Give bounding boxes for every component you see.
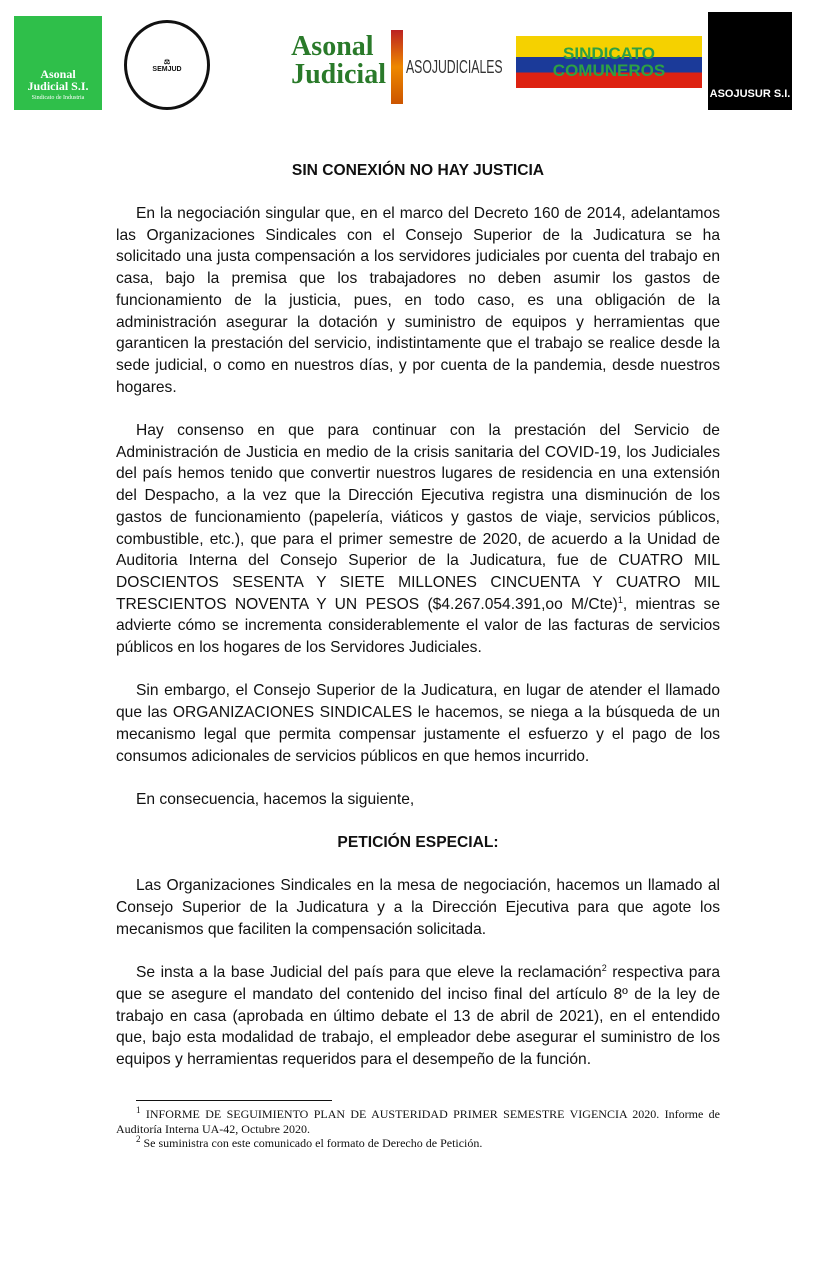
footnote-ref: 1 <box>617 594 623 605</box>
footnote: $^2$ Se suministra con este comunicado el formato de Derecho de Petición. <box>136 1134 483 1150</box>
asojudiciales-emblem <box>391 30 403 104</box>
paragraph: Hay consenso en que para continuar con la prestación del Servicio de Administración de Justicia en medio de la crisis sanitaria del COVID-19, los Judiciales del país hemos tenido que convertir nuestros lugares de residencia en una extensión del Despacho, a la vez que la Dirección Ejecutiva registra una disminución de los gastos de funcionamiento (papelería, viáticos y gastos de viaje, servicios públicos, combustible, etc.), que para el primer semestre de 2020, de acuerdo a la Unidad de Auditoria Interna del Consejo Superior de la Judicatura, fue de CUATRO MIL DOSCIENTOS SESENTA Y SIETE MILLONES CINCUENTA Y CUATRO MIL TRESCIENTOS NOVENTA Y UN PESOS ($4.267.054.391,oo M/Cte)$^1$, mientras se advierte cómo se incrementa considerablemente el valor de las facturas de servicios públicos en los hogares de los Servidores Judiciales. <box>116 422 720 657</box>
footnote-divider <box>136 1100 332 1101</box>
paragraph: En consecuencia, hacemos la siguiente, <box>136 790 415 808</box>
sindicato-comuneros-logo: SINDICATO COMUNEROS <box>516 36 702 88</box>
footnotes <box>116 1107 720 1151</box>
paragraph: Las Organizaciones Sindicales en la mesa de negociación, hacemos un llamado al Consejo Superior de la Judicatura y a la Dirección Ejecutiva para que agote los mecanismos que faciliten la compensación solicitada. <box>116 877 720 938</box>
asonal-judicial-logo: Asonal Judicial <box>291 31 386 90</box>
paragraph: Se insta a la base Judicial del país para que eleve la reclamación$^2$ respectiva para que se asegure el mandato del contenido del inciso final del artículo 8º de la ley de trabajo en casa (aprobada en último debate el 13 de abril de 2021), en el entendido que, bajo esta modalidad de trabajo, el empleador debe asegurar el suministro de los equipos y herramientas requeridos para el desempeño de la función. <box>116 962 720 1068</box>
asojudiciales-logo: ASOJUDICIALES <box>391 30 515 104</box>
paragraph: Sin embargo, el Consejo Superior de la Judicatura, en lugar de atender el llamado que las ORGANIZACIONES SINDICALES le hacemos, se niega a la búsqueda de un mecanismo legal que permita compensar justamente el esfuerzo y el pago de los consumos adicionales de servicios públicos en que hemos incurrido. <box>116 682 720 765</box>
paragraph: En la negociación singular que, en el marco del Decreto 160 de 2014, adelantamos las Organizaciones Sindicales con el Consejo Superior de la Judicatura se ha solicitado una justa compensación a los servidores judiciales por cuenta del trabajo en casa, bajo la premisa que los trabajadores no deben asumir los gastos de funcionamiento de la justicia, pues, en todo caso, es una obligación de la administración asegurar la dotación y suministro de equipos y herramientas que garanticen la prestación del servicio, indistintamente que el trabajo se realice desde la sede judicial, o como en nuestros días, y por cuenta de la pandemia, desde nuestros hogares. <box>116 205 720 396</box>
asonal-judicial-si-logo: Asonal Judicial S.I. Sindicato de Industria <box>14 16 102 110</box>
document-title: SIN CONEXIÓN NO HAY JUSTICIA <box>291 162 545 179</box>
asojusur-logo: ASOJUSUR S.I. <box>708 12 792 110</box>
footnote-ref: 2 <box>601 962 607 973</box>
document-body <box>116 160 720 1092</box>
semjud-logo: ⚖ SEMJUD <box>124 20 210 110</box>
section-title: PETICIÓN ESPECIAL: <box>337 834 499 852</box>
footnote: $^1$ INFORME DE SEGUIMIENTO PLAN DE AUSTERIDAD PRIMER SEMESTRE VIGENCIA 2020. Informe de Auditoría Interna UA-42, Octubre 2020. <box>116 1105 720 1136</box>
logo-bar <box>0 0 836 120</box>
